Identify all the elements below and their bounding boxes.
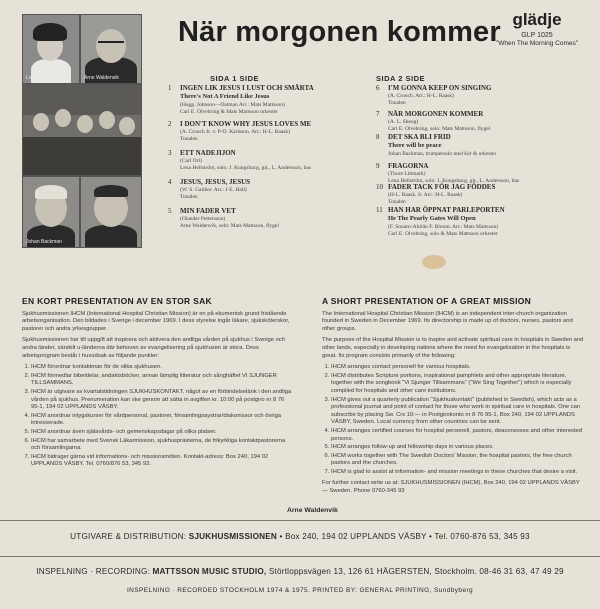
english-paragraph: The purpose of the Hospital Mission is to inspire and activate spiritual care in hospitals in Sweden and other lands, especially in developing nations where the need for evangelization in the hospitals is great. Its program consists primarily of the following: bbox=[322, 337, 584, 359]
photo-man-smiling bbox=[80, 176, 142, 248]
studio-details: Störtloppsvägen 13, 126 61 HÄGERSTEN, Stockholm. 08-46 31 63, 47 49 29 bbox=[268, 567, 564, 576]
publisher-prefix: UTGIVARE & DISTRIBUTION: bbox=[70, 532, 187, 541]
swedish-paragraph: Sjukhusmissionen IHCM (International Hospital Christian Mission) är en på ekumenisk grund fristående arbetsorganisation. Den bildades i Sverige i december 1969. I dess styrelse ingår läkare, sjuksköterskor, pastorer och andra yrkesgrupper. bbox=[22, 310, 290, 332]
side1-heading: SIDA 1 SIDE bbox=[210, 74, 259, 83]
track-credit: (W. S. Gaither. Arr.: J-E. Hall) bbox=[180, 187, 247, 193]
photo-johan-backman bbox=[22, 176, 80, 248]
track-credit: (Hugg. Johnson—Oatman Arr.: Mats Mattsson) bbox=[180, 102, 285, 108]
english-paragraph: The International Hospital Christian Mission (IHCM) is an independent inter-church organization founded in Sweden in December 1969. Its directorship is made up of doctors, nurses, pastors and other groups. bbox=[322, 310, 573, 332]
track-number: 8 bbox=[376, 133, 380, 141]
list-item: 2. IHCM distributes Scripture portions, inspirational pamphlets and other appropriate literature, together with the songbook "Vi Sjunger Tillsammans" ("We Sing Together") which is especially compiled for hospitals and other care institutions. bbox=[331, 373, 584, 396]
track-credit: (A. L. Skeog) bbox=[388, 119, 419, 125]
english-title-heading: A SHORT PRESENTATION OF A GREAT MISSION bbox=[322, 296, 532, 306]
track-credit: Carl E. Olvebring, solo: Mats Mattsson, flygel bbox=[388, 126, 491, 132]
publisher-details: • Box 240, 194 02 UPPLANDS VÄSBY • Tel. 0760-876 53, 345 93 bbox=[279, 532, 530, 541]
recording-line bbox=[0, 567, 600, 576]
english-title: "When The Morning Comes" bbox=[495, 40, 579, 47]
track-credit: Arne Waldenvik, solo: Mats Mattsson, flygel bbox=[180, 223, 279, 229]
photo-lena-hellstrom bbox=[22, 14, 80, 84]
photo-caption: Lena Hellström bbox=[26, 75, 60, 81]
track-credit: Tonalen bbox=[388, 100, 406, 106]
track-credit: (A. Crouch Jr. s: P-O. Karlsson. Arr.: H-L. Raask) bbox=[180, 129, 290, 135]
list-item: 6. IHCM har samarbete med Svensk Läkarmission, sjukhusprästerna, de frikyrkliga kontaktpastorerna och församlingarna. bbox=[31, 438, 294, 453]
list-item: 7. IHCM is glad to assist at information- and mission meetings in these churches that desire a visit. bbox=[331, 469, 584, 477]
photo-collage bbox=[22, 14, 140, 246]
track-subtitle: There will be peace bbox=[388, 142, 442, 149]
list-item: 1. IHCM förordnar kontaktman för de olika sjukhusen. bbox=[31, 364, 294, 372]
stain bbox=[422, 255, 446, 269]
track-credit: (Thore Littmark) bbox=[388, 171, 426, 177]
track-number: 11 bbox=[376, 206, 383, 214]
track-number: 7 bbox=[376, 110, 380, 118]
publisher-name: SJUKHUSMISSIONEN bbox=[188, 532, 278, 541]
album-title: När morgonen kommer bbox=[178, 16, 501, 48]
track-number: 2 bbox=[168, 120, 172, 128]
track-number: 4 bbox=[168, 178, 172, 186]
track-title: FADER TACK FÖR JAG FÖDDES bbox=[388, 183, 496, 191]
list-item: 3. IHCM gives out a quarterly publication "Sjukhuskontakt" (published in Swedish), which acts as a professional journal and point of contact for those who work in spiritual care in hospitals. One can subscribe by placing Sw. Crs 10:— in Postgirokonto nr 8 76 95-1, Box 240, 194 02 UPPLANDS VÄSBY, Sweden. Local currency from other countries can be sent. bbox=[331, 397, 584, 427]
track-credit: Carl E. Olvebring, solo & Mats Mattsson orkester bbox=[388, 231, 498, 237]
track-title: I DON'T KNOW WHY JESUS LOVES ME bbox=[180, 120, 312, 128]
track-title: ETT NADEJIJON bbox=[180, 149, 236, 157]
record-label bbox=[492, 10, 582, 47]
list-item: 7. IHCM bidrager gärna vid informations- och missionsmöten. Kontakt-adress: Box 240, 194 02 UPPLANDS VÄSBY. Tel. 0760/876 53, 345 93. bbox=[31, 454, 294, 469]
publisher-line bbox=[0, 532, 600, 541]
photo-caption: Arne Waldenvik bbox=[84, 75, 119, 81]
photo-arne-waldenvik bbox=[80, 14, 142, 84]
english-presentation bbox=[322, 298, 584, 500]
recording-prefix: INSPELNING · RECORDING: bbox=[36, 567, 151, 576]
track-credit: (H-L. Raask. S: Arr.: H-L. Raask) bbox=[388, 192, 463, 198]
list-item: 5. IHCM anordnar även själavårds- och gemenskapsdagar på olika platser. bbox=[31, 429, 294, 437]
list-item: 6. IHCM works together with The Swedish Doctors' Mission, the hospital pastors, the free church pastors and the churches. bbox=[331, 453, 584, 468]
photo-caption: Johan Backman bbox=[26, 239, 62, 245]
track-credit: Tonalen bbox=[388, 199, 406, 205]
track-number: 10 bbox=[376, 183, 383, 191]
track-title: I'M GONNA KEEP ON SINGING bbox=[388, 84, 492, 92]
contact-info: For further contact write us at: SJUKHUSMISSIONEN (IHCM), Box 240, 194 02 UPPLANDS VÄSBY — Sweden. Phone 0760-345 93 bbox=[322, 480, 580, 495]
track-title: JESUS, JESUS, JESUS bbox=[180, 178, 251, 186]
photo-group bbox=[22, 84, 142, 176]
side2-heading: SIDA 2 SIDE bbox=[376, 74, 425, 83]
track-title: INGEN LIK JESUS I LUST OCH SMÄRTA bbox=[180, 84, 314, 92]
list-item: 1. IHCM arranges contact personell for various hospitals. bbox=[331, 364, 584, 372]
list-item: 4. IHCM arranges certified courses for hospital personell, pastors, deaconesses and other interested persons. bbox=[331, 428, 584, 443]
studio-name: MATTSSON MUSIC STUDIO, bbox=[152, 567, 267, 576]
track-credit: (Olander Pettersson) bbox=[180, 216, 226, 222]
list-item: 2. IHCM förmedlar bibeldelar, andaktsböcker, annan lämplig litteratur och sånghäftet VI SJUNGER TILLSAMMANS. bbox=[31, 373, 294, 388]
printed-line: INSPELNING · RECORDED STOCKHOLM 1974 & 1975. PRINTED BY: GENERAL PRINTING, Sundbyberg bbox=[126, 587, 474, 594]
swedish-title: EN KORT PRESENTATION AV EN STOR SAK bbox=[22, 296, 212, 306]
swedish-paragraph: Sjukhusmissionen har till uppgift att inspirera och aktivera den andliga vården på sjukhus i Sverige och andra länder, särskilt u-länderna där behoven av evangelisering på sjukhusen är stora. Dess arbetsprogram består i huvudsak av följande punkter: bbox=[22, 337, 285, 359]
track-credit: Johan Backman, trumpetsolo med kör & orkester bbox=[388, 151, 497, 157]
track-credit: (A. Crouch. Arr.: H-L. Raask) bbox=[388, 93, 454, 99]
track-title: HAN HAR ÖPPNAT PARLEPORTEN bbox=[388, 206, 505, 214]
track-credit: Tonalen bbox=[180, 194, 198, 200]
track-title: NÄR MORGONEN KOMMER bbox=[388, 110, 484, 118]
list-item: 5. IHCM arranges follow-up and fellowship days in various places. bbox=[331, 444, 584, 452]
track-credit: (Carl Orl) bbox=[180, 158, 202, 164]
track-subtitle: There's Not A Friend Like Jesus bbox=[180, 93, 270, 100]
list-item: 4. IHCM anordnar intygskurser för vårdpersonal, pastorer, församlingsaystrar/diakonissor och övriga intresserade. bbox=[31, 413, 294, 428]
track-credit: Carl E. Olvebring & Mats Mattsson orkester bbox=[180, 109, 278, 115]
divider bbox=[0, 520, 600, 521]
track-credit: Tonalen bbox=[180, 136, 198, 142]
track-number: 1 bbox=[168, 84, 172, 92]
track-title: FRAGORNA bbox=[388, 162, 429, 170]
track-number: 3 bbox=[168, 149, 172, 157]
track-title: MIN FADER VET bbox=[180, 207, 236, 215]
track-credit: Lena Hellström, solo: J. Kungsbacg, git., L. Andersson, bas bbox=[180, 165, 311, 171]
track-number: 6 bbox=[376, 84, 380, 92]
catalog-number: GLP 1025 bbox=[521, 32, 553, 39]
divider bbox=[0, 556, 600, 557]
list-item: 3. IHCM är utgivare av kvartalstidningen SJUKHUSKONTAKT, något av en förbindelselänk i den andliga vården på sjukhus. Prenumeration kan ske genom att sätta in avgiften kr. 10:00 på postgiro nr 8 76 95-1, 194 02 UPPLANDS VÄSBY. bbox=[31, 389, 294, 412]
track-subtitle: He The Pearly Gates Will Open bbox=[388, 215, 476, 222]
track-title: DET SKA BLI FRID bbox=[388, 133, 451, 141]
track-credit: (F. Sonarn-Ahlrän F. Bloom. Arr.: Mats Mattsson) bbox=[388, 224, 499, 230]
signature: Arne Waldenvik bbox=[287, 507, 338, 514]
track-credit: Lena Hellström, solo: J. Kungsbacg, git., L. Andersson, bas bbox=[388, 178, 519, 184]
track-number: 9 bbox=[376, 162, 380, 170]
label-logo: glädje bbox=[512, 10, 562, 29]
swedish-presentation bbox=[22, 298, 294, 470]
track-number: 5 bbox=[168, 207, 172, 215]
